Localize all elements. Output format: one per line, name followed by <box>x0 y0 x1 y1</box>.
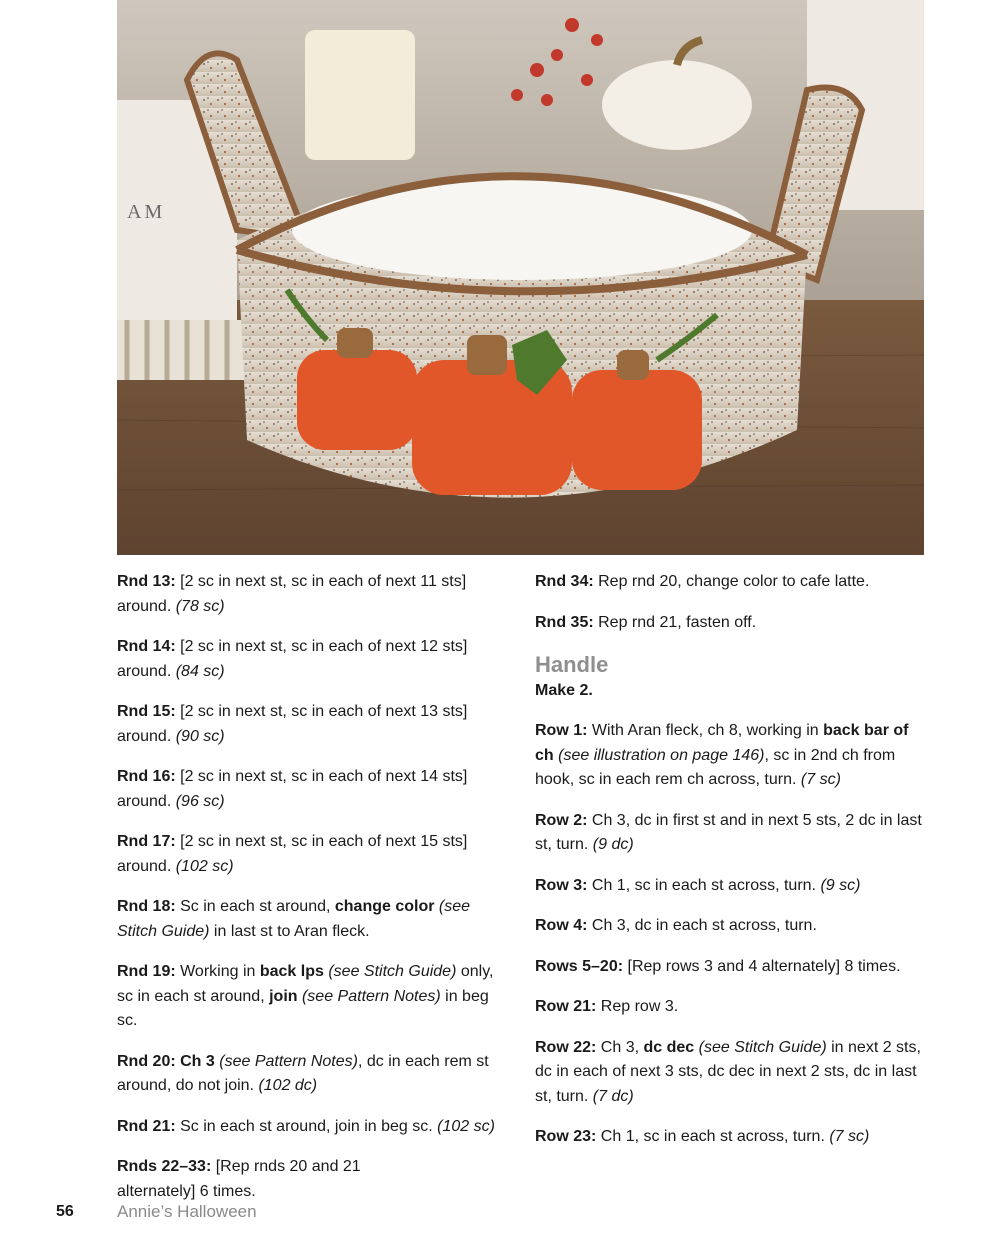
book-title: Annie’s Halloween <box>117 1202 257 1221</box>
rnd-16-instruction: Rnd 16: [2 sc in next st, sc in each of next 14 sts] around. (96 sc) <box>117 768 468 810</box>
row-21-instruction: Row 21: Rep row 3. <box>535 998 679 1015</box>
basket-photo <box>117 0 924 555</box>
mug-text: AM <box>127 201 166 223</box>
handle-subhead: Make 2. <box>535 682 593 699</box>
left-column <box>117 570 509 1220</box>
rnd-13-instruction: Rnd 13: [2 sc in next st, sc in each of next 11 sts] around. (78 sc) <box>117 573 467 615</box>
row-3-instruction: Row 3: Ch 1, sc in each st across, turn. (9 sc) <box>535 876 861 894</box>
candle <box>305 30 415 160</box>
row-4-instruction: Row 4: Ch 3, dc in each st across, turn. <box>535 917 817 934</box>
rows-5-20-instruction: Rows 5–20: [Rep rows 3 and 4 alternately] 8 times. <box>535 957 901 975</box>
rnd-20-instruction: Rnd 20: Ch 3 (see Pattern Notes), dc in each rem st around, do not join. (102 dc) <box>117 1052 489 1094</box>
page-number: 56 <box>56 1203 74 1220</box>
handle-heading: Handle <box>535 652 609 677</box>
row-23-instruction: Row 23: Ch 1, sc in each st across, turn. (7 sc) <box>535 1128 870 1145</box>
basket-illustration <box>117 0 924 555</box>
rnd-18-instruction: Rnd 18: Sc in each st around, change color (see Stitch Guide) in last st to Aran fleck. <box>117 898 471 940</box>
rnd-17-instruction: Rnd 17: [2 sc in next st, sc in each of next 15 sts] around. (102 sc) <box>117 833 468 875</box>
rnd-21-instruction: Rnd 21: Sc in each st around, join in beg sc. (102 sc) <box>117 1117 495 1135</box>
white-pumpkin <box>602 60 752 150</box>
right-column <box>535 570 927 1166</box>
rnd-19-instruction: Rnd 19: Working in back lps (see Stitch Guide) only, sc in each st around, join (see Pattern Notes) in beg sc. <box>117 963 494 1029</box>
row-22-instruction: Row 22: Ch 3, dc dec (see Stitch Guide) in next 2 sts, dc in each of next 3 sts, dc dec in next 2 sts, dc in last st, turn. (7 dc) <box>535 1038 921 1105</box>
rnd-34-instruction: Rnd 34: Rep rnd 20, change color to cafe latte. <box>535 573 870 590</box>
row-1-instruction: Row 1: With Aran fleck, ch 8, working in back bar of ch (see illustration on page 146), sc in 2nd ch from hook, sc in each rem ch across, turn. (7 sc) <box>535 722 909 788</box>
row-2-instruction: Row 2: Ch 3, dc in first st and in next 5 sts, 2 dc in last st, turn. (9 dc) <box>535 811 922 853</box>
rnd-35-instruction: Rnd 35: Rep rnd 21, fasten off. <box>535 613 757 631</box>
rnds-22-33-instruction: Rnds 22–33: [Rep rnds 20 and 21 alternately] 6 times. <box>117 1158 361 1200</box>
rnd-14-instruction: Rnd 14: [2 sc in next st, sc in each of next 12 sts] around. (84 sc) <box>117 638 468 680</box>
rnd-15-instruction: Rnd 15: [2 sc in next st, sc in each of next 13 sts] around. (90 sc) <box>117 703 468 745</box>
